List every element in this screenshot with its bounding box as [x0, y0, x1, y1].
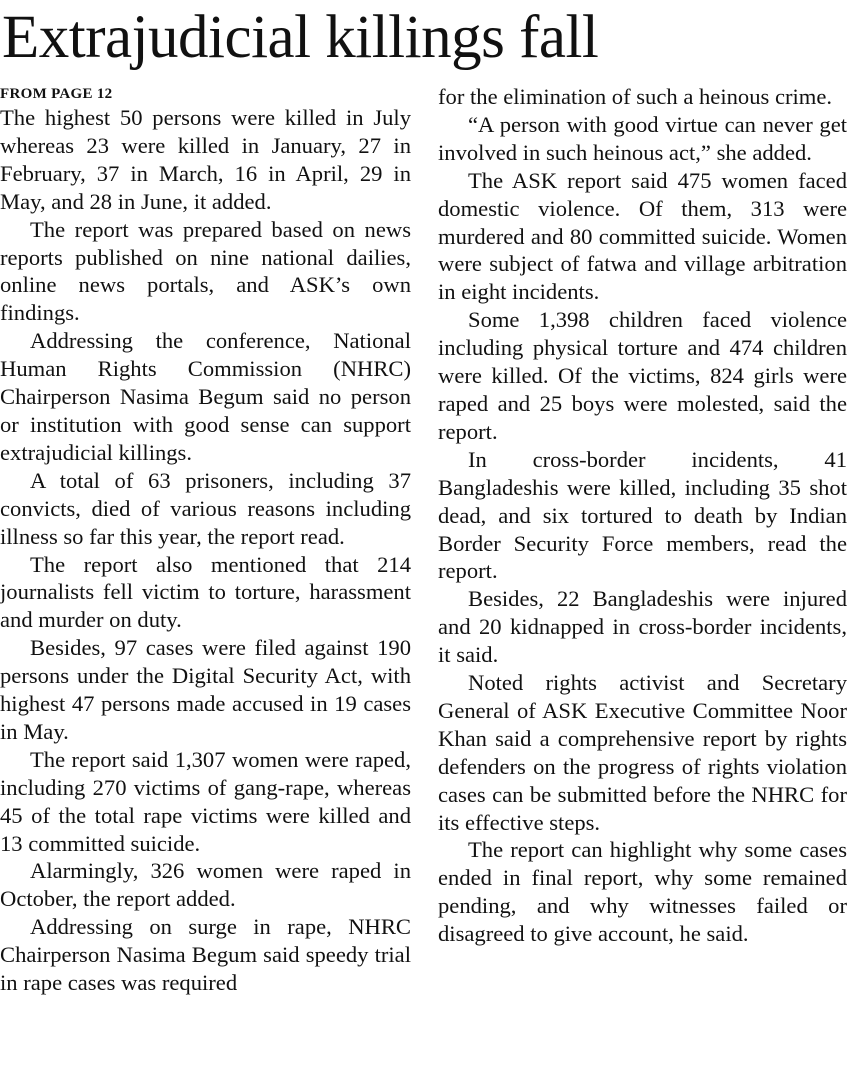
paragraph: The report said 1,307 women were raped, including 270 victims of gang-rape, whereas 45 of the total rape victims were killed and 13 committed suicide. — [0, 746, 411, 856]
paragraph: The report can highlight why some cases ended in final report, why some remained pending, and why witnesses failed or disagreed to give account, he said. — [438, 837, 847, 947]
paragraph: Noted rights activist and Secretary General of ASK Executive Committee Noor Khan said a comprehensive report by rights defenders on the progress of rights violation cases can be submitted before the NHRC for its effective steps. — [438, 670, 847, 835]
continued-from-label: FROM PAGE 12 — [0, 86, 113, 102]
paragraph: A total of 63 prisoners, including 37 convicts, died of various reasons including illness so far this year, the report read. — [0, 467, 411, 549]
paragraph: Some 1,398 children faced violence including physical torture and 474 children were killed. Of the victims, 824 girls were raped and 25 boys were molested, said the report. — [438, 307, 847, 444]
paragraph: Besides, 97 cases were filed against 190 persons under the Digital Security Act, with highest 47 persons made accused in 19 cases in May. — [0, 635, 411, 744]
paragraph: The ASK report said 475 women faced domestic violence. Of them, 313 were murdered and 80 committed suicide. Women were subject of fatwa and village arbitration in eight incidents. — [438, 167, 847, 305]
article-column-right — [438, 83, 847, 948]
article-column-left — [0, 83, 411, 997]
paragraph: The report was prepared based on news reports published on nine national dailies, online news portals, and ASK’s own findings. — [0, 216, 411, 326]
paragraph: Addressing on surge in rape, NHRC Chairperson Nasima Begum said speedy trial in rape cases was required — [0, 914, 411, 996]
paragraph: The report also mentioned that 214 journalists fell victim to torture, harassment and murder on duty. — [0, 551, 411, 633]
paragraph: Alarmingly, 326 women were raped in October, the report added. — [0, 858, 411, 912]
paragraph-continued: for the elimination of such a heinous crime. — [438, 84, 833, 109]
paragraph: In cross-border incidents, 41 Bangladeshis were killed, including 35 shot dead, and six tortured to death by Indian Border Security Force members, read the report. — [438, 446, 847, 584]
paragraph: The highest 50 persons were killed in July whereas 23 were killed in January, 27 in February, 37 in March, 16 in April, 29 in May, and 28 in June, it added. — [0, 105, 411, 214]
paragraph: Besides, 22 Bangladeshis were injured and 20 kidnapped in cross-border incidents, it said. — [438, 586, 847, 668]
paragraph: Addressing the conference, National Human Rights Commission (NHRC) Chairperson Nasima Begum said no person or institution with good sense can support extrajudicial killings. — [0, 328, 411, 465]
paragraph: “A person with good virtue can never get involved in such heinous act,” she added. — [438, 111, 847, 165]
headline: Extrajudicial killings fall — [2, 4, 599, 71]
